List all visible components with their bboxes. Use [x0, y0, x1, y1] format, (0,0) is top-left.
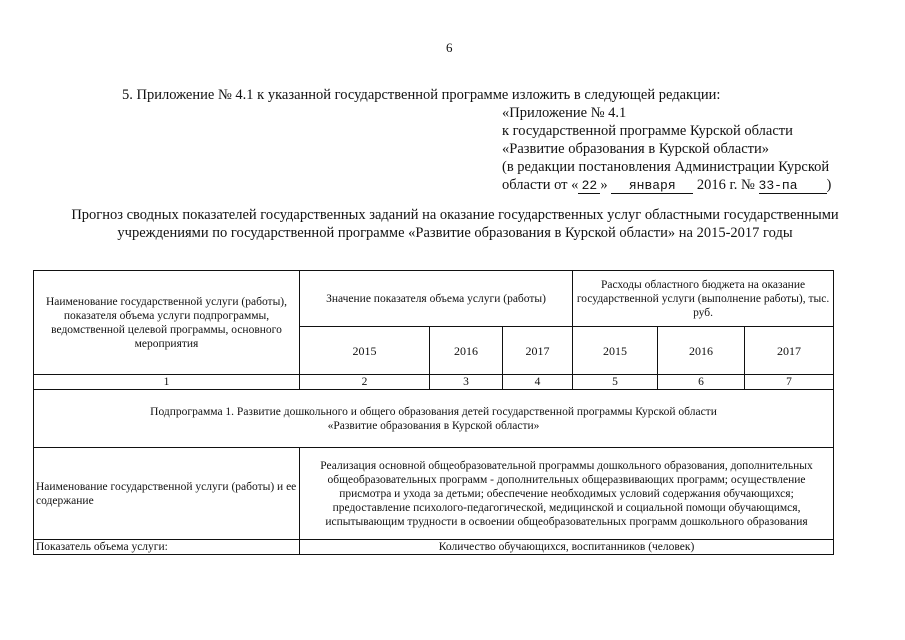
year-cell: 2015: [300, 327, 430, 375]
closing-paren: ): [826, 177, 832, 193]
appendix-date-line: [502, 176, 831, 194]
appendix-line: к государственной программе Курской области: [502, 123, 793, 139]
column-number: 3: [430, 375, 503, 390]
appendix-line: (в редакции постановления Администрации Курской: [502, 159, 830, 175]
column-number: 4: [503, 375, 573, 390]
month-field: января: [611, 179, 693, 194]
year-cell: 2017: [745, 327, 834, 375]
day-field: 22: [578, 179, 600, 194]
column-number: 1: [34, 375, 300, 390]
page-number: 6: [446, 40, 453, 55]
year-cell: 2016: [658, 327, 745, 375]
table-header-row: [34, 271, 834, 327]
indicator-value: Количество обучающихся, воспитанников (человек): [300, 540, 834, 555]
header-value: Значение показателя объема услуги (работы): [300, 271, 573, 327]
subprogram-title: Подпрограмма 1. Развитие дошкольного и общего образования детей государственной программы Курской области «Развитие образования в Курской области»: [34, 390, 834, 448]
header-service: Наименование государственной услуги (работы), показателя объема услуги подпрограммы, ведомственной целевой программы, основного мероприятия: [34, 271, 300, 375]
indicator-label: Показатель объема услуги:: [34, 540, 300, 555]
day-close: »: [600, 177, 608, 193]
column-number: 7: [745, 375, 834, 390]
appendix-line: «Приложение № 4.1: [502, 105, 627, 121]
service-row: [34, 448, 834, 540]
intro-line: 5. Приложение № 4.1 к указанной государственной программе изложить в следующей редакции:: [122, 87, 721, 103]
date-prefix: области от «: [502, 177, 579, 193]
column-number: 2: [300, 375, 430, 390]
indicator-row: [34, 540, 834, 555]
year-cell: 2015: [573, 327, 658, 375]
header-expenses: Расходы областного бюджета на оказание государственной услуги (выполнение работы), тыс. руб.: [573, 271, 834, 327]
year-text: 2016 г. №: [696, 177, 755, 193]
column-number: 5: [573, 375, 658, 390]
column-number-row: [34, 375, 834, 390]
forecast-table: [33, 270, 834, 555]
column-number: 6: [658, 375, 745, 390]
year-cell: 2017: [503, 327, 573, 375]
appendix-header: [502, 104, 831, 194]
appendix-line: «Развитие образования в Курской области»: [502, 141, 770, 157]
service-content: Реализация основной общеобразовательной программы дошкольного образования, дополнительных общеобразовательных программ - дополнительных общеразвивающих программ; осуществление присмотра и ухода за детьми; обеспечение необходимых условий содержания обучающихся; предоставление психолого-педагогической, медицинской и социальной помощи обучающимся, испытывающим трудности в освоении общеобразовательных программ дошкольного образования: [300, 448, 834, 540]
subprogram-row: [34, 390, 834, 448]
year-cell: 2016: [430, 327, 503, 375]
number-field: 33-па: [759, 179, 827, 194]
document-title: Прогноз сводных показателей государственных заданий на оказание государственных услуг областными государственными учреждениями по государственной программе «Развитие образования в Курской области» на 2015-2017 годы: [71, 207, 839, 241]
service-label: Наименование государственной услуги (работы) и ее содержание: [34, 448, 300, 540]
